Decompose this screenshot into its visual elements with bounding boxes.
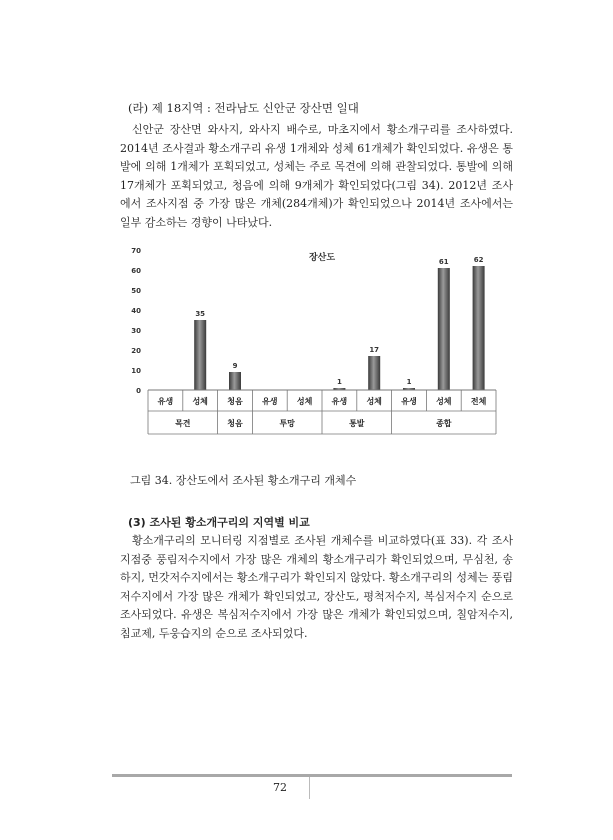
- category-label: 청음: [227, 397, 243, 406]
- category-label: 전체: [470, 397, 487, 406]
- y-tick-label: 70: [131, 247, 141, 255]
- data-label: 9: [232, 362, 238, 370]
- y-tick-label: 30: [131, 327, 141, 335]
- category-label: 유생: [157, 397, 174, 406]
- bar-chart-svg: [118, 243, 520, 443]
- bar: [229, 372, 241, 390]
- y-tick-label: 0: [136, 387, 141, 395]
- y-tick-label: 50: [131, 287, 141, 295]
- footer-rule: [112, 774, 512, 777]
- body-paragraph-1: 신안군 장산면 와사지, 와사지 배수로, 마초지에서 황소개구리를 조사하였다. 2014년 조사결과 황소개구리 유생 1개체와 성체 61개체가 확인되었다. 유생은 통발에 의해 1개체가 포획되었고, 성체는 주로 목견에 의해 관찰되었다. 통발에 의해 17개체가 포획되었고, 청음에 의해 9개체가 확인되었다(그림 34). 2012년 조사에서 조사지점 중 가장 많은 개체(284개체)가 확인되었으나 2014년 조사에서는 일부 감소하는 경향이 나타났다.: [120, 123, 513, 229]
- bar: [194, 320, 206, 390]
- category-label: 성체: [296, 397, 313, 406]
- data-label: 17: [369, 346, 380, 354]
- bar: [438, 268, 450, 390]
- category-label: 유생: [262, 397, 278, 406]
- group-label: 목견: [175, 419, 191, 428]
- subsection-heading: (3) 조사된 황소개구리의 지역별 비교: [128, 516, 310, 529]
- category-label: 유생: [401, 397, 417, 406]
- category-label: 성체: [436, 397, 452, 406]
- group-label: 통발: [349, 419, 365, 428]
- data-label: 1: [406, 378, 412, 386]
- chart-title: 장산도: [308, 253, 336, 263]
- category-label: 성체: [192, 397, 208, 406]
- group-label: 종합: [436, 419, 452, 428]
- category-label: 유생: [331, 397, 348, 406]
- group-label: 청음: [227, 419, 243, 428]
- group-label: 투망: [279, 419, 295, 428]
- y-tick-label: 10: [131, 367, 141, 375]
- figure-caption: 그림 34. 장산도에서 조사된 황소개구리 개체수: [130, 474, 357, 487]
- data-label: 61: [438, 258, 449, 266]
- bar: [473, 266, 485, 390]
- body-paragraph-2: 황소개구리의 모니터링 지점별로 조사된 개체수를 비교하였다(표 33). 각 조사지점중 풍림저수지에서 가장 많은 개체의 황소개구리가 확인되었으며, 무심천, 송하지, 먼갓저수지에서는 황소개구리가 확인되지 않았다. 황소개구리의 성체는 풍림저수지에서 가장 많은 개체가 확인되었고, 장산도, 평척저수지, 복심저수지 순으로 조사되었다. 유생은 복심저수지에서 가장 많은 개체가 확인되었으며, 칠암저수지, 침교제, 두웅습지의 순으로 조사되었다.: [120, 534, 513, 640]
- y-tick-label: 40: [131, 307, 141, 315]
- data-label: 1: [336, 378, 342, 386]
- bar-chart: [118, 243, 520, 443]
- page-number: 72: [273, 781, 287, 794]
- data-label: 62: [473, 256, 484, 264]
- data-label: 35: [195, 310, 206, 318]
- bar: [368, 356, 380, 390]
- section-heading: (라) 제 18지역 : 전라남도 신안군 장산면 일대: [128, 101, 359, 115]
- y-tick-label: 60: [131, 267, 141, 275]
- category-label: 성체: [366, 397, 382, 406]
- y-tick-label: 20: [131, 347, 141, 355]
